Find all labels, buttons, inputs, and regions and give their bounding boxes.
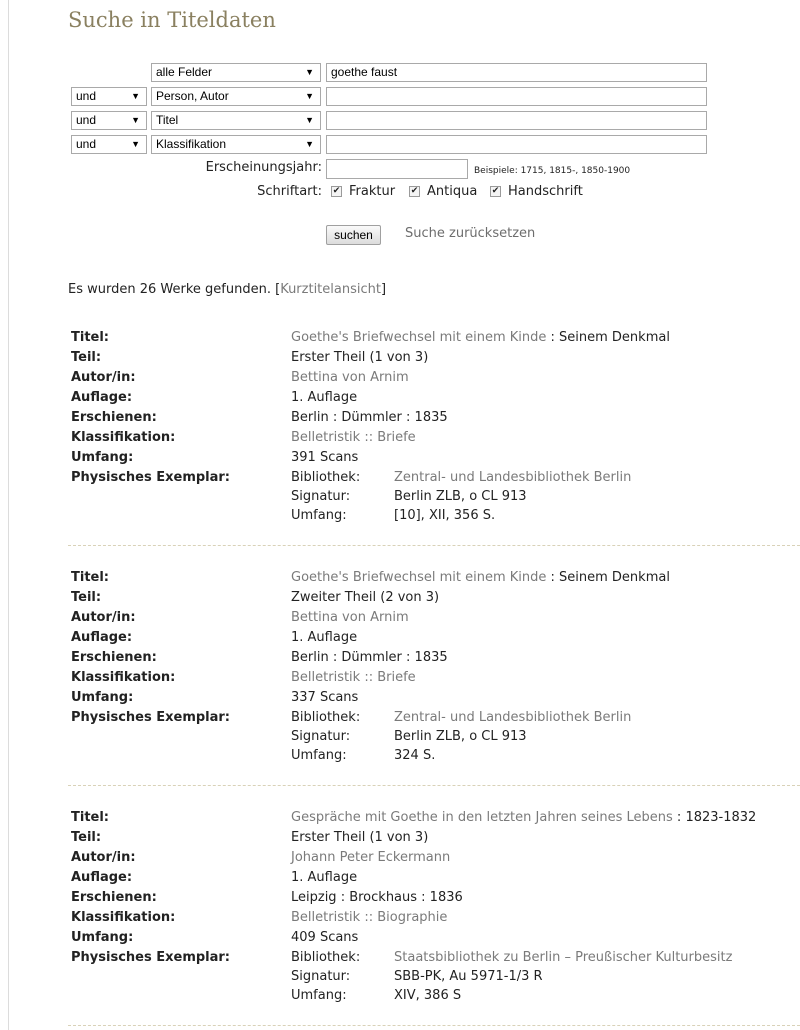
classification-link[interactable]: Belletristik bbox=[291, 670, 361, 685]
field-label: Klassifikation: bbox=[71, 670, 176, 685]
classification-row bbox=[0, 670, 800, 690]
classification-row bbox=[0, 910, 800, 930]
operator-select-value: und bbox=[76, 89, 97, 103]
library-link[interactable]: Zentral- und Landesbibliothek Berlin bbox=[394, 470, 632, 485]
classification-row bbox=[0, 430, 800, 450]
field-select-4[interactable] bbox=[151, 135, 321, 154]
operator-select-value: und bbox=[76, 113, 97, 127]
field-label: Erschienen: bbox=[71, 890, 157, 905]
edition-row bbox=[0, 870, 800, 890]
field-label: Auflage: bbox=[71, 630, 133, 645]
physical-extent-row bbox=[0, 988, 800, 1008]
field-label: Klassifikation: bbox=[71, 430, 176, 445]
part-row bbox=[0, 350, 800, 370]
field-label: Autor/in: bbox=[71, 610, 136, 625]
edition-row bbox=[0, 630, 800, 650]
reset-search-link[interactable]: Suche zurücksetzen bbox=[405, 226, 536, 241]
result-count bbox=[68, 282, 386, 297]
search-term-input-2[interactable] bbox=[326, 87, 707, 106]
extent-row bbox=[0, 690, 800, 710]
operator-select-3[interactable] bbox=[71, 111, 147, 130]
classification-link[interactable]: Belletristik bbox=[291, 430, 361, 445]
extent-value: 337 Scans bbox=[291, 690, 359, 705]
classification-value bbox=[291, 430, 416, 445]
physical-extent-value: 324 S. bbox=[394, 748, 436, 763]
bracket-open: [ bbox=[275, 282, 281, 297]
part-row bbox=[0, 590, 800, 610]
shelfmark-value: Berlin ZLB, o CL 913 bbox=[394, 489, 527, 504]
physical-extent-label: Umfang: bbox=[291, 748, 347, 763]
edition-value: 1. Auflage bbox=[291, 630, 358, 645]
edition-value: 1. Auflage bbox=[291, 390, 358, 405]
short-title-view-link[interactable]: Kurztitelansicht bbox=[280, 282, 381, 297]
field-select-1[interactable] bbox=[151, 63, 321, 82]
year-hint: Beispiele: 1715, 1815-, 1850-1900 bbox=[474, 166, 631, 176]
field-label: Teil: bbox=[71, 830, 102, 845]
chevron-down-icon: ▼ bbox=[305, 91, 314, 101]
published-row bbox=[0, 650, 800, 670]
physical-extent-row bbox=[0, 748, 800, 768]
result-record bbox=[0, 330, 800, 550]
published-value: Leipzig : Brockhaus : 1836 bbox=[291, 890, 463, 905]
title-value bbox=[291, 810, 756, 825]
part-value: Zweiter Theil (2 von 3) bbox=[291, 590, 440, 605]
page-title: Suche in Titeldaten bbox=[68, 8, 276, 32]
physical-copy-row bbox=[0, 950, 800, 970]
field-label: Teil: bbox=[71, 350, 102, 365]
published-row bbox=[0, 890, 800, 910]
title-subtitle: Seinem Denkmal bbox=[559, 570, 670, 585]
chevron-down-icon: ▼ bbox=[131, 115, 140, 125]
title-value bbox=[291, 330, 670, 345]
search-button[interactable]: suchen bbox=[326, 225, 381, 245]
author-row bbox=[0, 850, 800, 870]
antiqua-checkbox[interactable]: ✔ bbox=[410, 186, 419, 196]
shelfmark-row bbox=[0, 489, 800, 509]
extent-value: 409 Scans bbox=[291, 930, 359, 945]
result-count-text: Es wurden 26 Werke gefunden. bbox=[68, 282, 271, 297]
title-link[interactable]: Goethe's Briefwechsel mit einem Kinde bbox=[291, 330, 547, 345]
record-divider bbox=[68, 785, 800, 786]
physical-copy-row bbox=[0, 710, 800, 730]
operator-select-2[interactable] bbox=[71, 87, 147, 106]
fraktur-label: Fraktur bbox=[349, 184, 396, 199]
fraktur-checkbox[interactable]: ✔ bbox=[332, 186, 341, 196]
operator-select-value: und bbox=[76, 137, 97, 151]
classification-link[interactable]: Belletristik bbox=[291, 910, 361, 925]
classification-separator: :: bbox=[360, 910, 378, 925]
field-label: Titel: bbox=[71, 570, 110, 585]
shelfmark-row bbox=[0, 969, 800, 989]
field-label: Titel: bbox=[71, 330, 110, 345]
record-divider bbox=[68, 545, 800, 546]
field-select-3[interactable] bbox=[151, 111, 321, 130]
author-row bbox=[0, 610, 800, 630]
author-link[interactable]: Bettina von Arnim bbox=[291, 370, 409, 385]
field-label: Physisches Exemplar: bbox=[71, 950, 231, 965]
year-input[interactable] bbox=[326, 159, 468, 179]
field-label: Autor/in: bbox=[71, 850, 136, 865]
record-divider bbox=[68, 1025, 800, 1026]
title-subtitle: Seinem Denkmal bbox=[559, 330, 670, 345]
part-row bbox=[0, 830, 800, 850]
search-term-input-3[interactable] bbox=[326, 111, 707, 130]
part-value: Erster Theil (1 von 3) bbox=[291, 830, 429, 845]
physical-extent-value: XIV, 386 S bbox=[394, 988, 462, 1003]
field-label: Physisches Exemplar: bbox=[71, 470, 231, 485]
field-label: Erschienen: bbox=[71, 410, 157, 425]
field-label: Auflage: bbox=[71, 390, 133, 405]
field-label: Titel: bbox=[71, 810, 110, 825]
extent-row bbox=[0, 450, 800, 470]
search-term-input-4[interactable] bbox=[326, 135, 707, 154]
script-label: Schriftart: bbox=[257, 184, 322, 199]
result-record bbox=[0, 810, 800, 1030]
title-row bbox=[0, 330, 800, 350]
shelfmark-label: Signatur: bbox=[291, 489, 351, 504]
field-select-value: Klassifikation bbox=[156, 137, 227, 151]
field-label: Auflage: bbox=[71, 870, 133, 885]
physical-extent-label: Umfang: bbox=[291, 988, 347, 1003]
library-link[interactable]: Zentral- und Landesbibliothek Berlin bbox=[394, 710, 632, 725]
extent-value: 391 Scans bbox=[291, 450, 359, 465]
title-separator: : bbox=[672, 810, 686, 825]
physical-extent-value: [10], XII, 356 S. bbox=[394, 508, 496, 523]
classification-value bbox=[291, 670, 416, 685]
field-label: Umfang: bbox=[71, 690, 134, 705]
chevron-down-icon: ▼ bbox=[305, 67, 314, 77]
shelfmark-value: Berlin ZLB, o CL 913 bbox=[394, 729, 527, 744]
published-value: Berlin : Dümmler : 1835 bbox=[291, 650, 448, 665]
subclassification-link[interactable]: Biographie bbox=[377, 910, 448, 925]
operator-select-4[interactable] bbox=[71, 135, 147, 154]
classification-separator: :: bbox=[360, 430, 378, 445]
library-label: Bibliothek: bbox=[291, 950, 361, 965]
field-select-value: alle Felder bbox=[156, 65, 213, 79]
title-link[interactable]: Goethe's Briefwechsel mit einem Kinde bbox=[291, 570, 547, 585]
title-subtitle: 1823-1832 bbox=[685, 810, 757, 825]
field-label: Teil: bbox=[71, 590, 102, 605]
physical-extent-label: Umfang: bbox=[291, 508, 347, 523]
edition-value: 1. Auflage bbox=[291, 870, 358, 885]
field-label: Umfang: bbox=[71, 450, 134, 465]
physical-extent-row bbox=[0, 508, 800, 528]
extent-row bbox=[0, 930, 800, 950]
published-value: Berlin : Dümmler : 1835 bbox=[291, 410, 448, 425]
part-value: Erster Theil (1 von 3) bbox=[291, 350, 429, 365]
result-record bbox=[0, 570, 800, 790]
antiqua-label: Antiqua bbox=[427, 184, 478, 199]
title-link[interactable]: Gespräche mit Goethe in den letzten Jahren seines Lebens bbox=[291, 810, 673, 825]
subclassification-link[interactable]: Briefe bbox=[377, 430, 416, 445]
title-row bbox=[0, 810, 800, 830]
field-select-2[interactable] bbox=[151, 87, 321, 106]
field-label: Physisches Exemplar: bbox=[71, 710, 231, 725]
field-label: Umfang: bbox=[71, 930, 134, 945]
library-link[interactable]: Staatsbibliothek zu Berlin – Preußischer Kulturbesitz bbox=[394, 950, 733, 965]
bracket-close: ] bbox=[380, 282, 387, 297]
title-separator: : bbox=[546, 570, 560, 585]
field-label: Erschienen: bbox=[71, 650, 157, 665]
title-value bbox=[291, 570, 670, 585]
chevron-down-icon: ▼ bbox=[305, 115, 314, 125]
library-label: Bibliothek: bbox=[291, 470, 361, 485]
handschrift-label: Handschrift bbox=[508, 184, 583, 199]
shelfmark-label: Signatur: bbox=[291, 729, 351, 744]
field-label: Klassifikation: bbox=[71, 910, 176, 925]
year-label: Erscheinungsjahr: bbox=[205, 160, 322, 175]
title-row bbox=[0, 570, 800, 590]
edition-row bbox=[0, 390, 800, 410]
subclassification-link[interactable]: Briefe bbox=[377, 670, 416, 685]
author-link[interactable]: Bettina von Arnim bbox=[291, 610, 409, 625]
chevron-down-icon: ▼ bbox=[131, 139, 140, 149]
author-link[interactable]: Johann Peter Eckermann bbox=[291, 850, 451, 865]
field-label: Autor/in: bbox=[71, 370, 136, 385]
chevron-down-icon: ▼ bbox=[131, 91, 140, 101]
classification-value bbox=[291, 910, 447, 925]
author-row bbox=[0, 370, 800, 390]
shelfmark-value: SBB-PK, Au 5971-1/3 R bbox=[394, 969, 543, 984]
title-separator: : bbox=[546, 330, 560, 345]
handschrift-checkbox[interactable]: ✔ bbox=[491, 186, 500, 196]
shelfmark-row bbox=[0, 729, 800, 749]
published-row bbox=[0, 410, 800, 430]
physical-copy-row bbox=[0, 470, 800, 490]
chevron-down-icon: ▼ bbox=[305, 139, 314, 149]
search-term-input-1[interactable]: goethe faust bbox=[326, 63, 707, 82]
library-label: Bibliothek: bbox=[291, 710, 361, 725]
field-select-value: Titel bbox=[156, 113, 179, 127]
shelfmark-label: Signatur: bbox=[291, 969, 351, 984]
field-select-value: Person, Autor bbox=[156, 89, 229, 103]
classification-separator: :: bbox=[360, 670, 378, 685]
